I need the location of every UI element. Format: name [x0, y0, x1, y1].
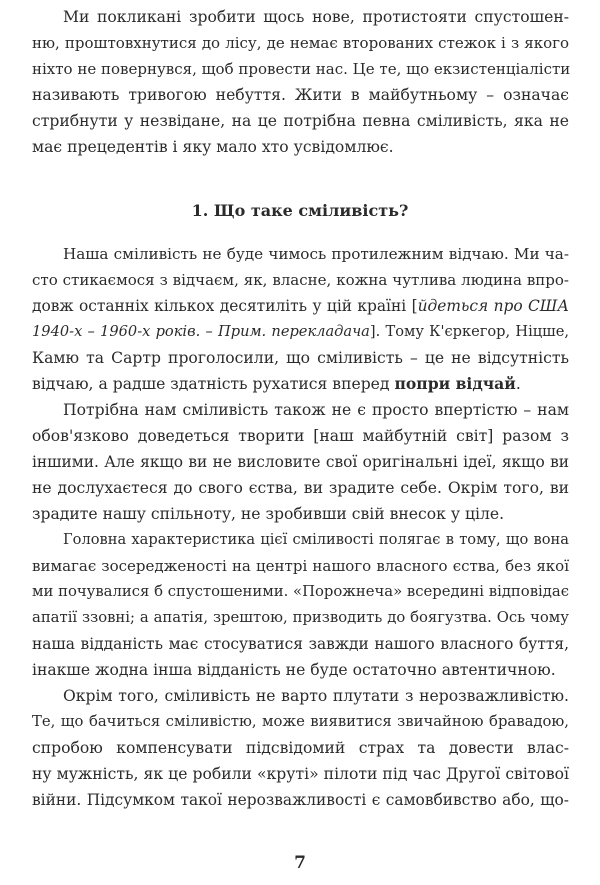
- paragraph-2-line: [32, 296, 569, 316]
- paragraph-3-line: Потрібна нам сміливість також не є просто впертістю – нам: [63, 401, 569, 419]
- paragraph-1-line: ню, проштовхнутися до лісу, де немає второваних стежок і з якого: [32, 34, 569, 52]
- text-span: довж останніх кількох десятиліть у цій країні [: [32, 297, 418, 315]
- paragraph-1-line: називають тривогою небуття. Жити в майбутньому – означає: [32, 86, 569, 104]
- text-span: відчаю, а радше здатність рухатися вперед: [32, 375, 395, 393]
- paragraph-5-line: спробою компенсувати підсвідомий страх та довести влас-: [32, 739, 569, 757]
- paragraph-3-line: обов'язково доведеться творити [наш майбутній світ] разом з: [32, 427, 569, 445]
- paragraph-1-line: Ми покликані зробити щось нове, протистояти спустошен-: [63, 8, 569, 26]
- paragraph-4-line: інакше жодна інша відданість не буде остаточно автентичною.: [32, 661, 556, 679]
- text-span: ]. Тому К'єркегор, Ніцше,: [369, 323, 569, 340]
- paragraph-4-line: апатії ззовні; а апатія, зрештою, призводить до боягузтва. Ось чому: [32, 609, 569, 626]
- paragraph-2-line: Камю та Сартр проголосили, що сміливість – це не відсутність: [32, 349, 569, 367]
- paragraph-5-line: Окрім того, сміливість не варто плутати з нерозважливістю.: [63, 687, 569, 705]
- paragraph-1-line: має прецедентів і яку мало хто усвідомлює.: [32, 138, 394, 156]
- paragraph-4-line: наша відданість має стосуватися завжди нашого власного буття,: [32, 635, 569, 653]
- paragraph-4-line: Головна характеристика цієї сміливості полягає в тому, що вона: [63, 531, 569, 548]
- paragraph-2-line: сто стикаємося з відчаєм, як, власне, кожна чутлива людина впро-: [32, 271, 569, 289]
- paragraph-1-line: ніхто не повернувся, щоб провести нас. Це те, що екзистенціалісти: [32, 60, 571, 78]
- emphasis-bold: попри відчай: [394, 374, 516, 393]
- paragraph-2-line: [32, 374, 569, 394]
- text-span: .: [515, 375, 521, 393]
- paragraph-3-line: зрадите нашу спільноту, не зробивши свій внесок у ціле.: [32, 505, 505, 523]
- paragraph-3-line: іншими. Але якщо ви не висловите свої оригінальні ідеї, якщо ви: [32, 453, 569, 471]
- paragraph-4-line: вимагає зосередженості на центрі нашого власного єства, без якої: [32, 557, 569, 575]
- paragraph-3-line: не дослухаєтеся до свого єства, ви зрадите себе. Окрім того, ви: [32, 479, 569, 497]
- section-heading: 1. Що таке сміливість?: [191, 201, 409, 220]
- paragraph-5-line: Те, що бачиться сміливістю, може виявитися звичайною бравадою,: [32, 713, 569, 730]
- page-number: 7: [294, 853, 306, 873]
- translator-note-italic: йдеться про США: [417, 297, 570, 315]
- paragraph-2-line: Наша сміливість не буде чимось протилежним відчаю. Ми ча-: [63, 245, 569, 263]
- paragraph-1-line: стрибнути у незвідане, на це потрібна певна сміливість, яка не: [32, 112, 569, 130]
- paragraph-5-line: війни. Підсумком такої нерозважливості є самовбивство або, що-: [32, 791, 569, 809]
- paragraph-2-line: [32, 322, 569, 342]
- paragraph-4-line: ми почувалися б спустошеними. «Порожнеча» всередині відповідає: [32, 583, 569, 600]
- paragraph-5-line: ну мужність, як це робили «круті» пілоти під час Другої світової: [32, 765, 569, 783]
- translator-note-italic: 1940-х – 1960-х років. – Прим. перекладача: [32, 323, 370, 340]
